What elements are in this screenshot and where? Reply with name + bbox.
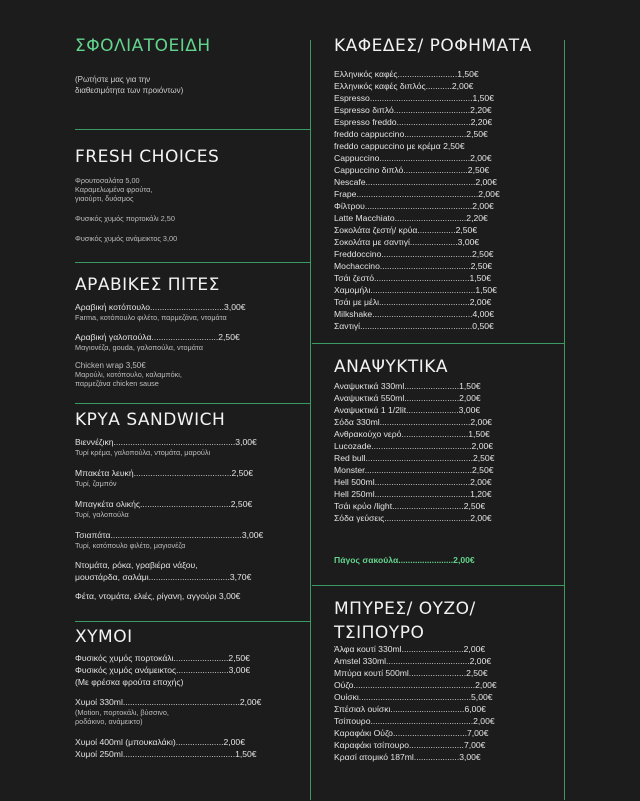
menu-item-desc: Τυρί, κοτόπουλο φιλέτο, μαγιονέζα (75, 541, 186, 550)
menu-item: Σπέσιαλ ουίσκι...............................6,00€ (334, 704, 486, 714)
section-title: ΑΝΑΨΥΚΤΙΚΑ (334, 357, 449, 377)
menu-item: Mochaccino......................................2,50€ (334, 261, 493, 271)
menu-item: Frape...................................................2,00€ (334, 189, 500, 199)
section-coffee (334, 36, 564, 332)
menu-item: Ελληνικός καφές διπλός...........2,00€ (334, 81, 474, 91)
section-title: FRESH CHOICES (75, 147, 220, 167)
menu-item: Espresso...........................................1,50€ (334, 93, 494, 103)
note-line: (Ρωτήστε μας για την (75, 75, 151, 84)
menu-item: Καραφάκι Ούζο...............................7,00€ (334, 728, 489, 738)
menu-item: Κρασί ατομικό 187ml...................3,00€ (334, 752, 481, 762)
section-juices (75, 627, 310, 760)
menu-item: Σόδα 330ml......................................2,00€ (334, 417, 492, 427)
section-title: ΚΡΥΑ SANDWICH (75, 410, 226, 430)
column-divider (310, 40, 311, 800)
menu-item: Φυσικός χυμός πορτοκάλι 2,50 (75, 214, 175, 223)
menu-item-desc: γιαούρτι, δυόσμος (75, 194, 134, 203)
menu-item: Φέτα, ντομάτα, ελιές, ρίγανη, αγγούρι 3,00€ (75, 591, 241, 601)
menu-item-desc: (Με φρέσκα φρούτα εποχής) (75, 677, 184, 687)
menu-item: Chicken wrap 3,50€ (75, 361, 146, 370)
menu-item: Hell 500ml........................................2,00€ (334, 477, 492, 487)
menu-item: Μπαγκέτα ολικής......................................2,50€ (75, 499, 253, 509)
soft-drinks-list (334, 380, 564, 524)
menu-item-desc: Τυρί, γαλοπούλα (75, 510, 129, 519)
menu-item-desc: Μαγιονέζα, gouda, γαλοπούλα, ντομάτα (75, 343, 203, 352)
divider (75, 621, 310, 622)
menu-item-desc: ροδάκινο, ανάμεικτο) (75, 717, 143, 726)
menu-item: Freddoccino......................................2,50€ (334, 249, 494, 259)
menu-item: freddo cappuccino..........................2,50€ (334, 129, 488, 139)
menu-item: Άλφα κουτί 330ml..........................2,00€ (334, 644, 486, 654)
menu-item: Φίλτρου.............................................2,00€ (334, 201, 494, 211)
menu-item: μουστάρδα, σαλάμι..................................3,70€ (75, 572, 252, 582)
menu-item: Καραφάκι τσίπουρο.......................7,00€ (334, 740, 486, 750)
menu-item: Μπακέτα λευκή.........................................2,50€ (75, 468, 253, 478)
section-beer (334, 599, 564, 763)
menu-item: Χυμοί 330ml.................................................2,00€ (75, 697, 262, 707)
menu-item: Cappuccino διπλό...........................2,50€ (334, 165, 490, 175)
menu-item: Monster.............................................2,50€ (334, 465, 494, 475)
menu-item: Αναψυκτικά 1 1/2lit......................3,00€ (334, 405, 481, 415)
divider (312, 585, 564, 586)
menu-item: Espresso freddo...............................2,20€ (334, 117, 493, 127)
menu-item: Φυσικός χυμός ανάμεικτος 3,00 (75, 234, 178, 243)
menu-item-desc: Farma, κοτόπουλο φιλέτο, παρμεζάνα, ντομάτα (75, 313, 227, 322)
menu-item: Βιεννέζικη...................................................3,00€ (75, 437, 257, 447)
menu-item: Τσάι ζεστό........................................1,50€ (334, 273, 491, 283)
ice-bag-item: Πάγος σακούλα.......................2,00€ (334, 555, 475, 565)
section-sandwich (75, 410, 310, 602)
note-line: διαθεσιμότητα των προιόντων) (75, 86, 184, 95)
menu-item: Φυσικός χυμός ανάμεικτος......................3,00€ (75, 665, 251, 675)
menu-item-desc: Τυρί, ζαμπόν (75, 479, 117, 488)
menu-item: Φρουτοσαλάτα 5,00 (75, 176, 140, 185)
beer-list (334, 643, 564, 763)
menu-item: Ελληνικός καφές.........................1,50€ (334, 69, 479, 79)
menu-item: Καραμελωμένα φρούτα, (75, 185, 153, 194)
menu-item: Αναψυκτικά 550ml.......................2,00€ (334, 393, 481, 403)
menu-item: Τσάι κρύο /light..............................2,50€ (334, 501, 486, 511)
menu-item-desc: Τυρί κρέμα, γαλοπούλα, ντομάτα, μαρούλι (75, 448, 211, 457)
section-title: ΣΦΟΛΙΑΤΟΕΙΔΗ (75, 36, 211, 56)
menu-item: Τσίπουρο...........................................2,00€ (334, 716, 495, 726)
section-title-line2: ΤΣΙΠΟΥΡΟ (334, 623, 425, 643)
right-border (564, 40, 565, 800)
menu-item: Χυμοί 400ml (μπουκαλάκι)....................2,00€ (75, 737, 245, 747)
menu-item: Espresso διπλό................................2,20€ (334, 105, 492, 115)
menu-item: Ντομάτα, ρόκα, γραβιέρα νάξου, (75, 560, 198, 570)
divider (75, 129, 310, 130)
menu-item-desc: παρμεζάνα chicken sause (75, 379, 159, 388)
section-title: ΜΠΥΡΕΣ/ ΟΥΖΟ/ (334, 599, 476, 619)
menu-item: Amstel 330ml...................................2,00€ (334, 656, 492, 666)
menu-item: freddo cappuccino με κρέμα 2,50€ (334, 141, 465, 151)
divider (75, 262, 310, 263)
menu-item-desc: (Motion, πορτοκάλι, βύσσινο, (75, 708, 169, 717)
menu-item: Χυμοί 250ml...............................................1,50€ (75, 749, 257, 759)
menu-item: Ανθρακούχο νερό............................1,50€ (334, 429, 490, 439)
divider (312, 343, 564, 344)
menu-item-desc: Μαρούλι, κοτόπουλο, καλαμπόκι, (75, 370, 182, 379)
menu-item: Lucozade..........................................2,00€ (334, 441, 494, 451)
menu-item: Hell 250ml........................................1,20€ (334, 489, 492, 499)
menu-item: Αραβική γαλοπούλα............................2,50€ (75, 332, 240, 342)
menu-item: Ούζο...................................................2,00€ (334, 680, 497, 690)
menu-item: Σοκολάτα με σαντιγί....................3,00€ (334, 237, 480, 247)
coffee-list (334, 68, 564, 332)
menu-item: Nescafe..............................................2,00€ (334, 177, 497, 187)
menu-item: Milkshake..........................................4,00€ (334, 309, 494, 319)
menu-item: Τσάι με μέλι......................................2,00€ (334, 297, 492, 307)
section-title: ΑΡΑΒΙΚΕΣ ΠΙΤΕΣ (75, 275, 220, 295)
menu-item: Σόδα γεύσεις....................................2,00€ (334, 513, 492, 523)
menu-item: Μπύρα κουτί 500ml........................2,50€ (334, 668, 488, 678)
menu-item: Red bull.............................................2,50€ (334, 453, 495, 463)
menu-item: Ουίσκι...............................................5,00€ (334, 692, 493, 702)
menu-item: Χαμομήλι............................................1,50€ (334, 285, 497, 295)
menu-item: Φυσικός χυμός πορτοκάλι.......................2,50€ (75, 653, 250, 663)
section-arabic (75, 275, 310, 388)
menu-item: Σοκολάτα ζεστή/ κρύα................2,50€ (334, 225, 478, 235)
menu-item: Αραβική κοτόπουλο...............................3,00€ (75, 302, 246, 312)
menu-item: Latte Macchiato..............................2,20€ (334, 213, 488, 223)
menu-item: Cappuccino......................................2,00€ (334, 153, 492, 163)
divider (75, 403, 310, 404)
section-sfoliatoeidi (75, 36, 310, 96)
section-title: ΧΥΜΟΙ (75, 627, 133, 647)
menu-item: Αναψυκτικά 330ml.......................1,50€ (334, 381, 481, 391)
menu-item: Τσιαπάτα.......................................................3,00€ (75, 530, 264, 540)
section-fresh (75, 147, 310, 243)
menu-item: Σαντιγί...............................................0,50€ (334, 321, 494, 331)
section-title: ΚΑΦΕΔΕΣ/ ΡΟΦΗΜΑΤΑ (334, 36, 532, 56)
section-soft-drinks (334, 357, 564, 566)
